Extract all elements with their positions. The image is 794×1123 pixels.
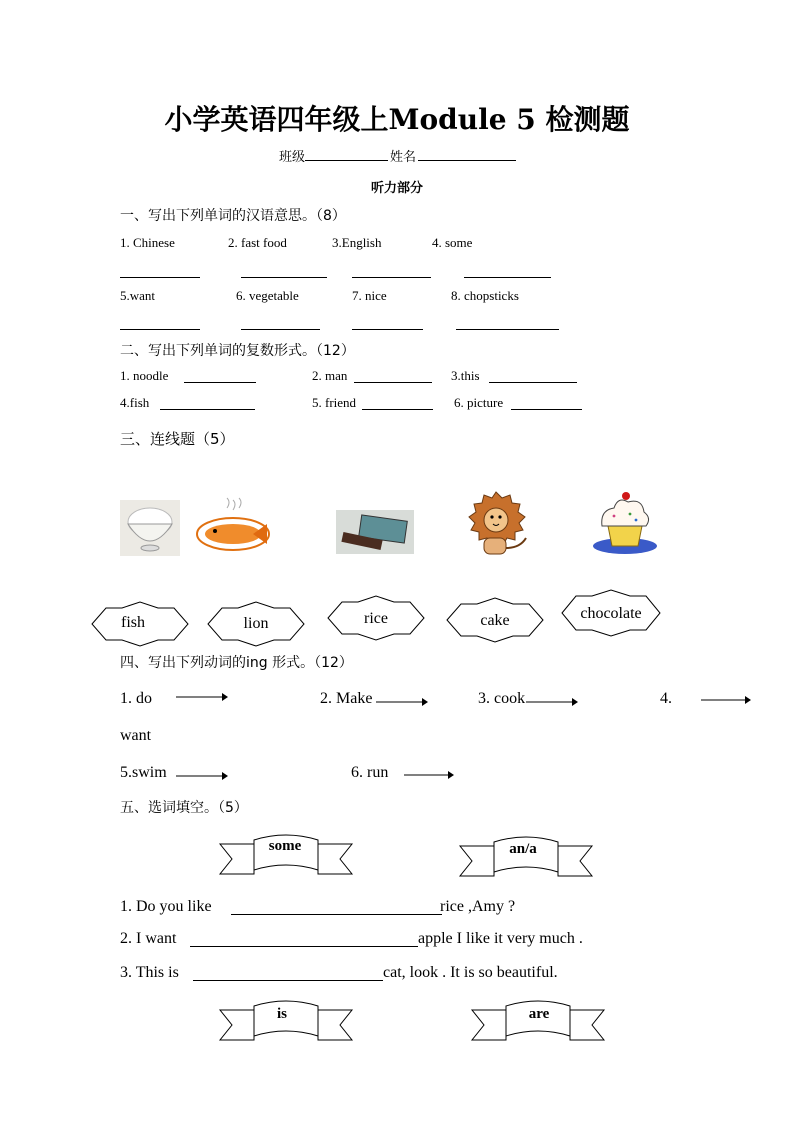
s1-answer-3[interactable] bbox=[352, 277, 431, 278]
s4-item-want: want bbox=[120, 727, 152, 744]
name-field[interactable] bbox=[418, 160, 516, 161]
fish-plate-image bbox=[193, 500, 273, 556]
s4-item-4: 4. bbox=[660, 690, 672, 707]
s1-item-7: 7. nice bbox=[352, 288, 387, 303]
s5-blank-1[interactable] bbox=[231, 914, 442, 915]
s5-sentence-3-prefix: 3. This is bbox=[120, 964, 179, 981]
s1-answer-5[interactable] bbox=[120, 329, 200, 330]
s4-item-2: 2. Make bbox=[320, 690, 373, 707]
s2-answer-2[interactable] bbox=[354, 382, 432, 383]
s2-answer-4[interactable] bbox=[160, 409, 255, 410]
s4-item-6: 6. run bbox=[351, 764, 389, 781]
s1-answer-2[interactable] bbox=[241, 277, 327, 278]
s1-answer-6[interactable] bbox=[241, 329, 320, 330]
s1-answer-1[interactable] bbox=[120, 277, 200, 278]
s5-sentence-2-suffix: apple I like it very much . bbox=[418, 930, 583, 947]
s4-item-1: 1. do bbox=[120, 690, 152, 707]
arrow-icon bbox=[526, 697, 578, 707]
word-cake: cake bbox=[480, 612, 510, 629]
s1-item-6: 6. vegetable bbox=[236, 288, 299, 303]
lion-image bbox=[458, 490, 534, 562]
s1-answer-7[interactable] bbox=[352, 329, 423, 330]
s2-item-2: 2. man bbox=[312, 368, 348, 383]
section1-heading: 一、写出下列单词的汉语意思。（8） bbox=[120, 208, 346, 224]
s5-sentence-2-prefix: 2. I want bbox=[120, 930, 177, 947]
s2-item-1: 1. noodle bbox=[120, 368, 169, 383]
listening-label: 听力部分 bbox=[370, 181, 423, 196]
s2-answer-1[interactable] bbox=[184, 382, 256, 383]
arrow-icon bbox=[404, 770, 454, 780]
chocolate-image bbox=[336, 510, 414, 554]
s4-item-5: 5.swim bbox=[120, 764, 167, 781]
s5-blank-2[interactable] bbox=[190, 946, 418, 947]
section5-heading: 五、选词填空。（5） bbox=[120, 800, 248, 816]
s5-sentence-1-prefix: 1. Do you like bbox=[120, 898, 212, 915]
s1-item-8: 8. chopsticks bbox=[451, 288, 519, 303]
option-are: are bbox=[528, 1006, 550, 1022]
s1-item-2: 2. fast food bbox=[228, 235, 287, 250]
s2-item-6: 6. picture bbox=[454, 395, 504, 410]
arrow-icon bbox=[176, 771, 228, 781]
s2-answer-3[interactable] bbox=[489, 382, 577, 383]
name-label: 姓名 bbox=[390, 150, 417, 165]
word-chocolate: chocolate bbox=[580, 605, 642, 622]
banner-an-a[interactable] bbox=[460, 832, 592, 884]
option-an-a: an/a bbox=[509, 841, 537, 857]
s5-sentence-1-suffix: rice ,Amy ? bbox=[440, 898, 516, 915]
rice-bowl-image bbox=[120, 500, 180, 556]
class-label: 班级 bbox=[279, 150, 306, 165]
s4-item-3: 3. cook bbox=[478, 690, 526, 707]
word-fish: fish bbox=[121, 614, 145, 631]
cupcake-image bbox=[590, 490, 660, 556]
s1-item-1: 1. Chinese bbox=[120, 235, 175, 250]
s5-blank-3[interactable] bbox=[193, 980, 383, 981]
section4-heading: 四、写出下列动词的ing 形式。（12） bbox=[120, 655, 353, 671]
s1-answer-4[interactable] bbox=[464, 277, 551, 278]
option-some: some bbox=[268, 838, 302, 854]
s1-answer-8[interactable] bbox=[456, 329, 559, 330]
s2-answer-6[interactable] bbox=[511, 409, 582, 410]
s1-item-4: 4. some bbox=[432, 235, 473, 250]
s1-item-5: 5.want bbox=[120, 288, 156, 303]
arrow-icon bbox=[701, 695, 751, 705]
page-title: 小学英语四年级上Module 5 检测题 bbox=[164, 103, 630, 136]
arrow-icon bbox=[176, 692, 228, 702]
word-rice: rice bbox=[364, 610, 388, 627]
word-lion: lion bbox=[243, 615, 269, 632]
arrow-icon bbox=[376, 697, 428, 707]
section2-heading: 二、写出下列单词的复数形式。（12） bbox=[120, 343, 355, 359]
s1-item-3: 3.English bbox=[332, 235, 382, 250]
s2-item-3: 3.this bbox=[451, 368, 480, 383]
s2-item-5: 5. friend bbox=[312, 395, 357, 410]
section3-heading: 三、连线题（5） bbox=[120, 430, 235, 448]
class-field[interactable] bbox=[305, 160, 388, 161]
s2-item-4: 4.fish bbox=[120, 395, 150, 410]
s2-answer-5[interactable] bbox=[362, 409, 433, 410]
option-is: is bbox=[276, 1006, 287, 1022]
s5-sentence-3-suffix: cat, look . It is so beautiful. bbox=[383, 964, 558, 981]
